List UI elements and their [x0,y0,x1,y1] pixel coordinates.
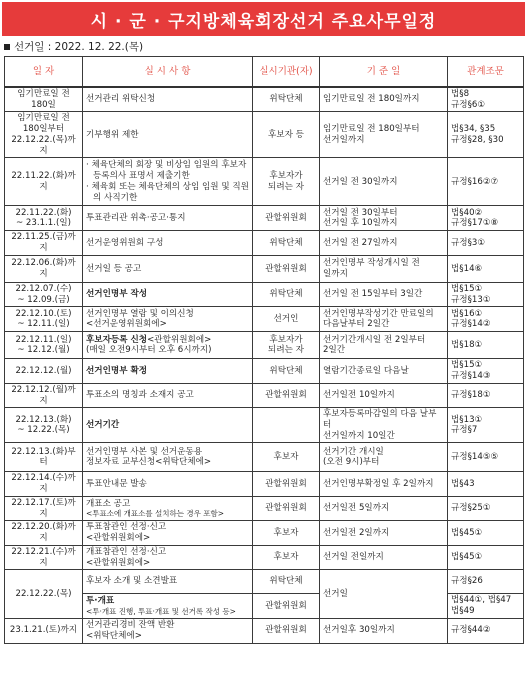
basis-cell-line: 선거일 전 15일부터 3일간 [323,289,423,300]
header-task: 실 시 사 항 [83,57,253,88]
law-cell [448,231,524,255]
date-cell-line: ~ 23.1.1.(일) [15,218,71,229]
schedule-table [4,56,524,644]
org-cell-line: 관할위원회 [265,600,307,611]
date-cell-line: 22.12.13.(화)부터 [11,446,76,468]
table-row [5,472,524,496]
task-line [86,522,249,533]
org-cell [253,383,320,407]
task-text: 선거운영위원회 구성 [86,237,164,248]
table-row [5,443,524,472]
task-suffix: <관할위원회에> [147,334,212,345]
basis-cell [320,570,448,618]
basis-cell-line: 다음날부터 2일간 [323,319,390,330]
task-line [86,366,249,377]
org-cell-line: 후보자 [273,452,299,463]
basis-cell-line: 선거일전 2일까지 [323,527,390,538]
law-cell-line: 법§14⑥ [451,263,483,274]
table-row [5,496,524,520]
date-cell-line: ~ 12.12.(월) [17,345,70,356]
date-cell-line: 22.12.12.(월)까지 [11,384,76,406]
date-cell-line: 22.12.11.(일) [15,334,72,345]
law-cell-line: 법§43 [451,478,475,489]
date-cell-line: ~ 12.11.(일) [17,319,70,330]
law-cell-line: 법§18① [451,339,483,350]
table-row [5,383,524,407]
task-text: 선거인명부 사본 및 선거운동용 [86,446,203,457]
task-cell [83,359,253,383]
org-cell-line: 관할위원회 [265,213,307,224]
task-text: 후보자등록 신청 [86,334,148,345]
basis-cell [320,332,448,359]
date-cell-line: 임기만료일 전 [17,89,70,99]
org-cell [253,594,320,618]
org-cell-line: 위탁단체 [269,94,303,105]
date-cell [5,231,83,255]
date-cell [5,206,83,231]
org-cell [253,521,320,545]
org-cell-line: 되려는 자 [268,181,304,192]
task-line [86,309,249,320]
org-cell-line: 되려는 자 [268,345,304,356]
basis-cell-line: 선거일전 10일까지 [323,390,395,401]
task-cell [83,594,253,618]
law-cell [448,332,524,359]
law-cell [448,570,524,594]
org-cell [253,443,320,472]
task-cell [83,472,253,496]
law-cell [448,158,524,206]
task-line [86,238,249,249]
task-text: · 체육단체의 회장 및 비상임 임원의 후보자 등록의사 표명서 제출기한 [86,160,247,182]
org-cell-line: 후보자 [273,552,299,563]
date-cell-line: 22.12.14.(수)까지 [11,473,76,495]
task-text: 후보자 소개 및 소견발표 [86,576,178,587]
law-cell-line: 규정§28, §30 [451,134,504,145]
task-cell [83,87,253,112]
basis-cell-line: (오전 9시)부터 [323,457,380,468]
org-cell-line: 관할위원회 [265,390,307,401]
date-cell-line: 22.12.21.(수)까지 [11,546,76,568]
task-line [86,509,249,518]
date-cell-line: ~ 12.09.(금) [17,294,70,305]
task-text: 선거관리경비 잔액 반환 [86,620,175,631]
task-text: 선거인명부 확정 [86,365,148,376]
law-cell-line: 법§40② [451,207,483,218]
org-cell [253,472,320,496]
basis-cell-line: 임기만료일 전 180일부터 [323,124,420,135]
org-cell [253,112,320,158]
date-cell-line: 22.12.22.(목) [15,588,72,599]
law-cell [448,594,524,618]
basis-cell-line: 열람기간종료일 다음날 [323,365,409,376]
basis-cell-line: 임기만료일 전 180일까지 [323,94,420,105]
org-cell [253,231,320,255]
task-line [86,160,249,181]
election-date-text: 선거일 : 2022. 12. 22.(목) [14,41,144,53]
basis-cell-line: 선거일전 5일까지 [323,503,390,514]
task-line [86,447,249,458]
org-cell [253,359,320,383]
date-cell [5,408,83,443]
task-cell [83,570,253,594]
law-cell-line: 법§45① [451,527,483,538]
org-cell [253,255,320,282]
table-row [5,521,524,545]
task-line [86,533,249,544]
date-cell [5,282,83,306]
task-text: <위탁단체에> [86,630,142,641]
task-text: 선거인명부 작성 [86,289,148,300]
law-cell-line: 규정§14② [451,319,491,330]
task-cell [83,231,253,255]
org-cell [253,87,320,112]
task-text: <관할위원회에> [86,557,151,568]
schedule-body [5,87,524,643]
table-row [5,282,524,306]
org-cell [253,282,320,306]
task-text: 선거일 등 공고 [86,263,142,274]
law-cell-line: 규정§44② [451,625,491,636]
task-line [86,479,249,490]
basis-cell [320,87,448,112]
basis-cell [320,112,448,158]
org-cell-line: 위탁단체 [269,365,303,376]
task-line [86,130,249,141]
law-cell-line: 법§13① [451,414,483,425]
task-line [86,499,249,510]
task-line [86,457,249,468]
task-text: <투·개표 진행, 투표·개표 및 선거록 작성 등> [86,606,236,616]
date-cell-line: 22.11.25.(금)까지 [11,232,76,254]
basis-cell-line: 선거일후 30일까지 [323,625,395,636]
date-cell-line: 22.12.12.(월) [15,365,72,376]
table-row [5,158,524,206]
date-cell [5,443,83,472]
task-text: 기부행위 제한 [86,129,139,140]
task-line [86,319,249,330]
date-cell-line: 22.11.22.(화)까지 [11,171,76,192]
law-cell-line: 규정§13① [451,294,491,305]
org-cell [253,570,320,594]
date-cell-line: 22.12.13.(화) [15,414,72,425]
task-text: 정보자료 교부신청<위탁단체에> [86,457,212,468]
law-cell-line: 규정§18① [451,390,491,401]
header-org: 실시기관(자) [253,57,320,88]
basis-cell-line: 선거인명부확정일 후 2일까지 [323,478,434,489]
date-cell [5,112,83,158]
task-text: 개표참관인 선정·신고 [86,546,167,557]
basis-cell-line: 선거일 후 10일까지 [323,218,398,229]
law-cell [448,282,524,306]
basis-cell [320,359,448,383]
basis-cell [320,282,448,306]
basis-cell-line: 선거인명부 작성개시일 전 [323,258,420,269]
org-cell [253,545,320,569]
law-cell-line: 법§8 [451,89,470,99]
date-cell-line: 22.11.22.(화) [15,207,72,218]
org-cell-line: 후보자 [273,527,299,538]
task-line [86,620,249,631]
task-cell [83,255,253,282]
task-text: 투표안내문 발송 [86,478,147,489]
table-row [5,307,524,332]
date-cell-line: 180일 [31,99,56,110]
basis-cell [320,521,448,545]
table-row [5,359,524,383]
law-cell [448,545,524,569]
law-cell-line: 법§16① [451,308,483,319]
date-cell [5,570,83,618]
law-cell-line: 규정§6① [451,99,486,110]
task-line [86,631,249,642]
basis-cell [320,408,448,443]
basis-cell-line: 선거기간개시일 전 2일부터 [323,334,426,345]
date-cell-line: ~ 12.22.(목) [17,425,70,436]
task-line [86,213,249,224]
date-cell [5,521,83,545]
basis-cell [320,618,448,643]
law-cell [448,307,524,332]
task-line [86,94,249,105]
law-cell [448,87,524,112]
org-cell [253,618,320,643]
task-text: 투표관리관 위촉·공고·통지 [86,213,186,224]
org-cell [253,496,320,520]
task-text: <관할위원회에> [86,533,151,544]
task-cell [83,408,253,443]
square-bullet-icon [4,44,10,50]
law-cell-line: 법§34, §35 [451,124,496,135]
table-row [5,206,524,231]
task-cell [83,206,253,231]
date-cell [5,545,83,569]
org-cell [253,332,320,359]
task-text: 투표소의 명칭과 소재지 공고 [86,390,194,401]
basis-cell [320,443,448,472]
date-cell [5,359,83,383]
basis-cell [320,255,448,282]
basis-cell-line: 2일간 [323,345,346,356]
law-cell-line: 규정§3① [451,237,486,248]
basis-cell-line: 일까지 [323,268,348,279]
date-cell-line: 22.12.10.(토) [15,308,72,319]
basis-cell-line: 선거일까지 10일간 [323,430,395,441]
basis-cell-line: 선거인명부작성기간 만료일의 [323,308,434,319]
date-cell-line: 22.12.07.(수) [15,283,72,294]
law-cell [448,383,524,407]
header-law: 관계조문 [448,57,524,88]
date-cell-line: 22.12.20.(화)까지 [11,522,76,544]
law-cell [448,443,524,472]
header-date: 일 자 [5,57,83,88]
task-cell [83,383,253,407]
header-basis: 기 준 일 [320,57,448,88]
task-cell [83,158,253,206]
basis-cell-line: 선거일까지 [323,134,365,145]
org-cell [253,206,320,231]
basis-cell [320,307,448,332]
date-cell [5,158,83,206]
law-cell-line: 규정§17①⑧ [451,218,499,229]
date-cell [5,383,83,407]
org-cell-line: 관할위원회 [265,478,307,489]
org-cell-line: 후보자 등 [268,129,304,140]
basis-cell [320,496,448,520]
org-cell [253,307,320,332]
task-cell [83,496,253,520]
table-row [5,112,524,158]
task-cell [83,307,253,332]
table-row [5,332,524,359]
task-line [86,335,249,346]
date-cell-line: 180일부터 [22,124,65,135]
table-row [5,87,524,112]
task-cell [83,112,253,158]
basis-cell-line: 선거일 전 30일까지 [323,176,398,187]
task-text: <선거운영위원회에> [86,319,167,330]
basis-cell [320,545,448,569]
table-header-row [5,57,524,88]
basis-cell-line: 선거일 전 27일까지 [323,237,398,248]
org-cell [253,158,320,206]
task-text: 개표소 공고 [86,498,131,509]
law-cell [448,496,524,520]
law-cell [448,359,524,383]
task-cell [83,545,253,569]
task-cell [83,282,253,306]
law-cell-line: 규정§16②⑦ [451,176,499,187]
task-line [86,607,249,616]
basis-cell-line: 선거일 [323,588,348,599]
law-cell [448,255,524,282]
law-cell-line: 법§49 [451,606,475,617]
page-title: 시 · 군 · 구지방체육회장선거 주요사무일정 [2,2,525,36]
basis-cell-line: 선거일 전 30일부터 [323,207,398,218]
task-line [86,264,249,275]
org-cell-line: 위탁단체 [269,289,303,300]
org-cell-line: 관할위원회 [265,625,307,636]
basis-cell-line: 선거기간 개시일 [323,446,384,457]
task-text: 선거인명부 열람 및 이의신청 [86,308,194,319]
task-cell [83,332,253,359]
task-line [86,558,249,569]
org-cell [253,408,320,443]
org-cell-line: 선거인 [273,313,299,324]
law-cell [448,408,524,443]
date-cell-line: 22.12.17.(토)까지 [11,497,76,519]
org-cell-line: 관할위원회 [265,503,307,514]
task-text: · 체육회 또는 체육단체의 상임 임원 및 직원의 사직기한 [86,181,249,203]
task-line [86,345,249,356]
date-cell [5,332,83,359]
law-cell-line: 규정§26 [451,576,483,587]
task-cell [83,443,253,472]
date-cell-line: 22.12.06.(화)까지 [11,258,76,279]
task-cell [83,521,253,545]
law-cell [448,521,524,545]
task-line [86,390,249,401]
date-cell [5,87,83,112]
table-row [5,231,524,255]
basis-cell [320,472,448,496]
date-cell-line: 23.1.21.(토)까지 [9,625,78,636]
task-line [86,547,249,558]
org-cell-line: 후보자가 [269,171,303,182]
task-text: 선거기간 [86,420,120,431]
table-row [5,570,524,594]
task-line [86,596,249,607]
law-cell [448,206,524,231]
date-cell [5,618,83,643]
law-cell [448,112,524,158]
date-cell [5,496,83,520]
org-cell-line: 위탁단체 [269,576,303,587]
task-line [86,182,249,203]
basis-cell [320,231,448,255]
law-cell-line: 법§15① [451,360,483,371]
task-line [86,420,249,431]
date-cell [5,307,83,332]
law-cell [448,472,524,496]
law-cell-line: 법§15① [451,283,483,294]
table-row [5,255,524,282]
law-cell-line: 규정§25① [451,503,491,514]
basis-cell [320,158,448,206]
law-cell-line: 규정§14③ [451,371,491,382]
task-text: 투표참관인 선정·신고 [86,522,167,533]
table-row [5,408,524,443]
date-cell [5,255,83,282]
task-text: <투표소에 개표소를 설치하는 경우 포함> [86,509,225,519]
law-cell-line: 법§45① [451,552,483,563]
date-cell [5,472,83,496]
election-date [4,39,143,54]
law-cell-line: 규정§14⑤⑤ [451,452,499,463]
org-cell-line: 위탁단체 [269,237,303,248]
basis-cell-line: 후보자등록마감일의 다음 날부터 [323,409,437,431]
org-cell-line: 후보자가 [269,334,303,345]
table-row [5,545,524,569]
basis-cell [320,383,448,407]
task-text: (매일 오전9시부터 오후 6시까지) [86,345,212,356]
task-line [86,576,249,587]
task-text: 선거관리 위탁신청 [86,94,156,105]
law-cell-line: 법§44①, 법§47 [451,595,512,606]
basis-cell [320,206,448,231]
task-text: 투·개표 [86,596,115,607]
date-cell-line: 22.12.22.(목)까지 [11,134,76,156]
basis-cell-line: 선거일 전일까지 [323,552,384,563]
date-cell-line: 임기만료일 전 [17,113,70,124]
org-cell-line: 관할위원회 [265,263,307,274]
table-row [5,618,524,643]
task-line [86,289,249,300]
law-cell-line: 규정§7 [451,425,478,436]
task-cell [83,618,253,643]
law-cell [448,618,524,643]
